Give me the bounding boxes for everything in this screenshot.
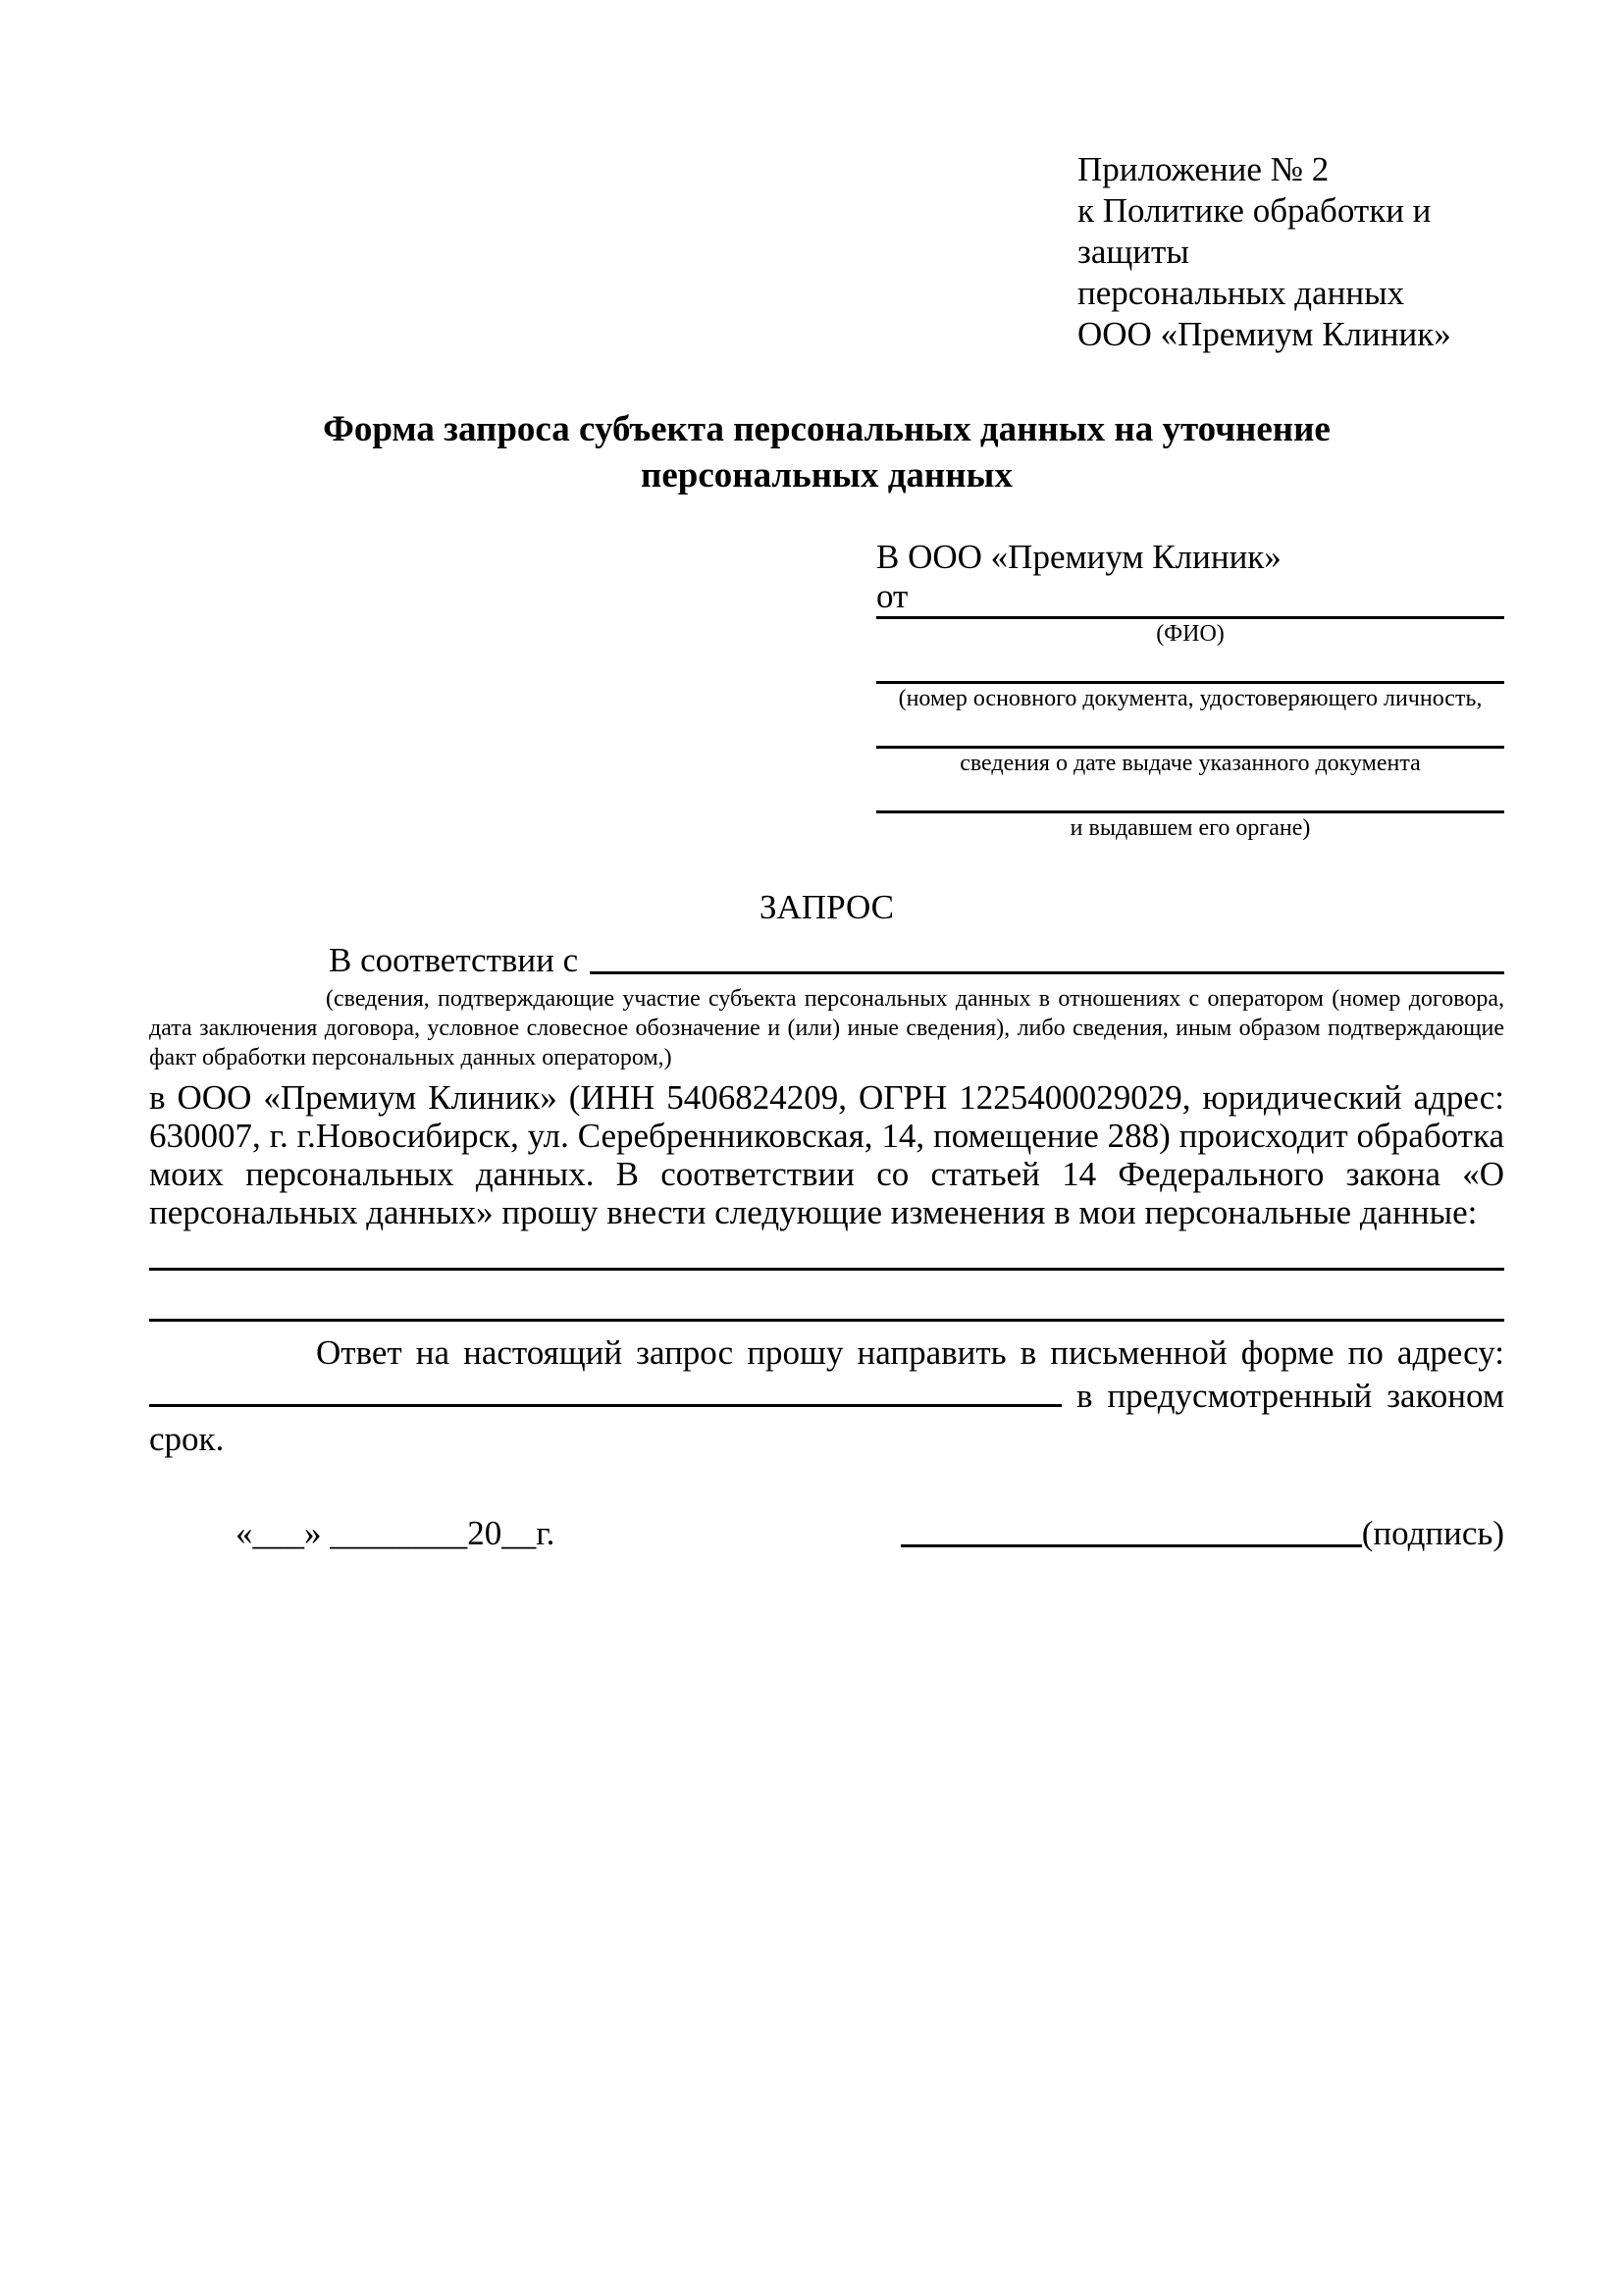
changes-blank-line-1	[149, 1237, 1504, 1271]
appendix-line: Приложение № 2	[1077, 150, 1330, 188]
basis-blank-line	[590, 971, 1504, 974]
changes-blank-line-2	[149, 1271, 1504, 1322]
intro-label: В соответствии с	[329, 941, 579, 979]
intro-line	[149, 941, 1504, 980]
intro-caption: (сведения, подтверждающие участие субъекта персональных данных в отношениях с оператором (номер договора, дата заключения договора, условное словесное обозначение и (или) иные сведения), либо сведения, иным образом подтверждающие факт обработки персональных данных оператором,)	[149, 986, 1504, 1070]
reply-paragraph	[149, 1331, 1504, 1461]
reply-end: законом срок.	[149, 1377, 1505, 1458]
issuing-authority-blank-line	[876, 786, 1504, 813]
appendix-line: персональных данных	[1077, 274, 1405, 312]
addressee-from-label: от	[876, 577, 909, 615]
fio-field	[876, 616, 1504, 649]
document-number-caption: (номер основного документа, удостоверяющего личность,	[898, 686, 1483, 711]
signature-caption: (подпись)	[1361, 1514, 1504, 1552]
footer-line	[149, 1512, 1504, 1555]
addressee-to: В ООО «Премиум Клиник»	[876, 538, 1282, 576]
issue-date-caption: сведения о дате выдаче указанного документа	[960, 751, 1421, 776]
issue-date-blank-line	[876, 721, 1504, 749]
signature-blank-line	[901, 1544, 1362, 1547]
page-title: Форма запроса субъекта персональных данных на уточнение персональных данных	[323, 409, 1331, 496]
issue-date-field	[876, 721, 1504, 778]
issuing-authority-field	[876, 786, 1504, 843]
address-blank-line	[149, 1404, 1062, 1407]
reply-text: Ответ на настоящий запрос прошу направить в письменной форме по адресу:	[316, 1333, 1504, 1372]
appendix-line: ООО «Премиум Клиник»	[1077, 315, 1451, 353]
page-content	[149, 0, 1504, 1555]
appendix-line: к Политике обработки и защиты	[1077, 191, 1432, 271]
date-blank: «___» ________20__г.	[236, 1514, 555, 1552]
reply-tail-word: предусмотренный	[1107, 1377, 1373, 1415]
document-number-blank-line	[876, 656, 1504, 684]
fio-caption: (ФИО)	[1156, 621, 1225, 647]
request-heading: ЗАПРОС	[759, 888, 895, 926]
reply-tail-word: в	[1075, 1377, 1093, 1415]
body-paragraph: в ООО «Премиум Клиник» (ИНН 5406824209, ОГРН 1225400029029, юридический адрес: 630007, г. г.Новосибирск, ул. Серебренниковская, 14, помещение 288) происходит обработка моих персональных данных. В соответствии со статьей 14 Федерального закона «О персональных данных» прошу внести следующие изменения в мои персональные данные:	[149, 1078, 1504, 1231]
addressee-block	[876, 538, 1504, 843]
issuing-authority-caption: и выдавшем его органе)	[1070, 815, 1311, 841]
signature-group	[901, 1512, 1504, 1555]
appendix-block	[1077, 149, 1504, 355]
document-number-field	[876, 656, 1504, 713]
